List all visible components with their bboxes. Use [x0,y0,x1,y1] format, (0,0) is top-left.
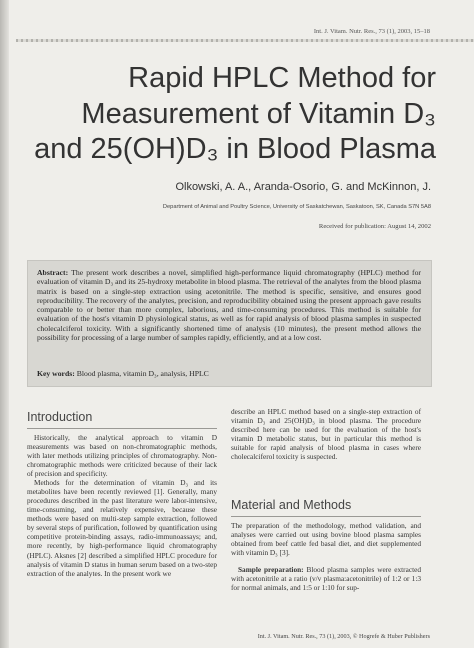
abstract-text: The present work describes a novel, simplified high-performance liquid chromatography (HPLC) method for evaluation of vitamin D₃ and its 25-hydroxy metabolite in blood plasma. The retrieval of the analytes from the blood plasma matrix is based on a single-step extraction using acetonitrile. The method is specific, sensitive, and ensures good reproducibility. The recovery of the analytes, precision, and reproducibility obtained using the present approach gave results comparable to or better than more complex, laborious, and time-consuming procedures. This method is suitable for evaluation of the host's vitamin D physiological status, as well as for rapid analysis of blood plasma samples in suspected cholecalciferol toxicity. With a significantly shortened time of analysis (10 minutes), the present method allows the possibility for processing of a large number of samples rapidly, efficiently, and at a low cost. [37,268,421,342]
title-line-1: Rapid HPLC Method for [128,62,436,94]
authors: Olkowski, A. A., Aranda-Osorio, G. and McKinnon, J. [175,181,431,193]
scan-binding-edge [0,0,9,648]
intro-paragraph-2: Methods for the determination of vitamin D₃ and its metabolites have been recently reviewed [1]. Generally, many procedures described in the past literature were labor-intensive, time-consuming, and relatively expensive, because these methods were based on multi-step sample extraction, followed by several steps of purification, followed by quantification using competitive protein-binding assays, radio-immunoassays; and, more recently, by high-performance liquid chromatography (HPLC). Aksnes [2] described a simplified HPLC procedure for analysis of vitamin D status in human serum based on a two-step extraction of the analytes. In the present work we [27,478,217,578]
introduction-heading: Introduction [27,410,93,424]
methods-rule [231,516,421,517]
sample-preparation-text: Blood plasma samples were extracted with acetonitrile at a ratio (v/v plasma:acetonitrile) of 1:2 or 1:3 for normal animals, and 1:5 or 1:10 for sup- [231,565,421,593]
intro-continuation: describe an HPLC method based on a single-step extraction of vitamin D₃ and 25(OH)D₃ in blood plasma. The procedure described here can be used for the evaluation of the host's vitamin D metabolic status, but in particular this method is suitable for rapid analysis of blood plasma in cases where cholecalciferol toxicity is suspected. [231,407,421,462]
affiliation: Department of Animal and Poultry Science, University of Saskatchewan, Saskatoon, SK, Canada S7N 5A8 [162,204,431,210]
page-footer: Int. J. Vitam. Nutr. Res., 73 (1), 2003, © Hogrefe & Huber Publishers [257,633,430,640]
journal-reference: Int. J. Vitam. Nutr. Res., 73 (1), 2003, 15–18 [313,28,430,35]
sample-preparation-paragraph [231,565,421,592]
intro-paragraph-1: Historically, the analytical approach to vitamin D measurements was based on non-chromatographic methods, with later methods utilizing principles of chromatography. Non-chromatographic methods were criticized because of their lack of precision and specificity. [27,433,217,479]
header-rule [16,39,474,42]
article-title [16,61,436,168]
methods-paragraph: The preparation of the methodology, method validation, and analyses were carried out using bovine blood plasma samples obtained from beef cattle fed basal diet, and diet supplemented with vitamin D₃ [3]. [231,521,421,558]
sample-preparation-label: Sample preparation: [238,565,304,574]
keywords [37,369,421,378]
title-line-3: and 25(OH)D₃ in Blood Plasma [34,133,436,165]
abstract-label: Abstract: [37,268,69,277]
received-date: Received for publication: August 14, 2002 [318,223,431,230]
title-line-2: Measurement of Vitamin D₃ [81,97,436,130]
keywords-text: Blood plasma, vitamin D₃, analysis, HPLC [76,369,209,378]
keywords-label: Key words: [37,369,75,378]
abstract [37,268,421,342]
methods-heading: Material and Methods [231,498,352,512]
introduction-rule [27,428,217,429]
